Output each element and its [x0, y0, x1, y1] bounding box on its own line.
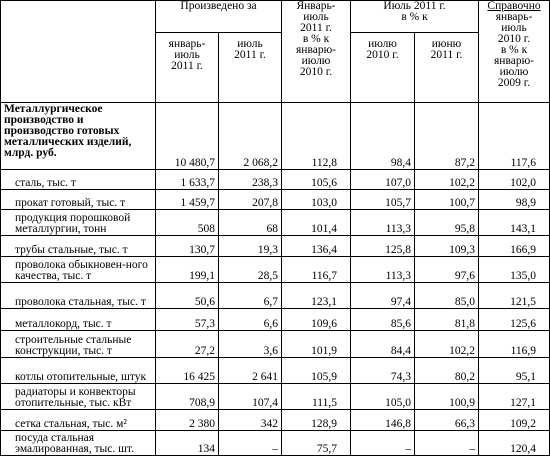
cell-value: 111,5	[282, 384, 351, 410]
header-pct-jan-jul	[282, 1, 351, 103]
header-reference-sub: январь- июль 2010 г. в % к январю- июлю 2009 г.	[494, 11, 535, 89]
cell-value: 238,3	[219, 170, 282, 190]
cell-value: 125,6	[479, 309, 550, 331]
header-jul-2011-text: июль 2011 г.	[234, 38, 266, 61]
cell-value: 107,0	[351, 170, 415, 190]
header-jul-2011	[219, 33, 282, 103]
cell-value: 121,5	[479, 283, 550, 309]
header-reference	[479, 1, 550, 103]
cell-value: 50,6	[156, 283, 219, 309]
header-jan-jul-2011	[156, 33, 219, 103]
cell-value: 16 425	[156, 358, 219, 384]
row-label: прокат готовый, тыс. т	[1, 190, 156, 210]
header-pct-jan-jul-text: Январь- июль 2011 г. в % к январю- июлю 2010 г.	[296, 0, 337, 78]
table-row	[1, 190, 550, 210]
header-jul-2010-text: июлю 2010 г.	[366, 38, 399, 61]
cell-value: 123,1	[282, 283, 351, 309]
cell-value: 105,0	[351, 384, 415, 410]
table-row	[1, 358, 550, 384]
cell-value: 75,7	[282, 431, 351, 456]
cell-value: 120,4	[479, 431, 550, 456]
cell-value: 127,1	[479, 384, 550, 410]
cell-value: 95,8	[415, 210, 479, 236]
row-label: трубы стальные, тыс. т	[1, 236, 156, 257]
row-label: проволока обыкновен-ного качества, тыс. т	[1, 257, 156, 283]
cell-value: 708,9	[156, 384, 219, 410]
cell-value: 102,2	[415, 331, 479, 358]
cell-value: 84,4	[351, 331, 415, 358]
cell-value: 19,3	[219, 236, 282, 257]
cell-value: 116,9	[479, 331, 550, 358]
row-label: проволока стальная, тыс. т	[1, 283, 156, 309]
cell-value: 97,4	[351, 283, 415, 309]
section-value: 112,8	[282, 103, 351, 170]
section-title: Металлургическое производство и производство готовых металлических изделий, млрд. руб.	[1, 103, 156, 170]
cell-value: 74,3	[351, 358, 415, 384]
cell-value: –	[219, 431, 282, 456]
cell-value: 28,5	[219, 257, 282, 283]
cell-value: 130,7	[156, 236, 219, 257]
table-row	[1, 283, 550, 309]
table-row	[1, 331, 550, 358]
cell-value: 101,9	[282, 331, 351, 358]
section-value: 2 068,2	[219, 103, 282, 170]
table-row	[1, 309, 550, 331]
row-label: сталь, тыс. т	[1, 170, 156, 190]
cell-value: 116,7	[282, 257, 351, 283]
table-corner-cell	[1, 1, 156, 103]
table-row	[1, 236, 550, 257]
cell-value: 100,7	[415, 190, 479, 210]
section-value: 10 480,7	[156, 103, 219, 170]
cell-value: 105,7	[351, 190, 415, 210]
row-label: металлокорд, тыс. т	[1, 309, 156, 331]
section-value: 117,6	[479, 103, 550, 170]
cell-value: 1 459,7	[156, 190, 219, 210]
cell-value: 135,0	[479, 257, 550, 283]
section-value: 87,2	[415, 103, 479, 170]
cell-value: 57,3	[156, 309, 219, 331]
cell-value: 81,8	[415, 309, 479, 331]
cell-value: 85,6	[351, 309, 415, 331]
header-jul-pct	[351, 1, 479, 33]
cell-value: 113,3	[351, 257, 415, 283]
cell-value: –	[415, 431, 479, 456]
cell-value: 6,7	[219, 283, 282, 309]
row-label: посуда стальная эмалированная, тыс. шт.	[1, 431, 156, 456]
cell-value: 101,4	[282, 210, 351, 236]
cell-value: 1 633,7	[156, 170, 219, 190]
cell-value: 95,1	[479, 358, 550, 384]
cell-value: 102,2	[415, 170, 479, 190]
row-label: котлы отопительные, штук	[1, 358, 156, 384]
cell-value: 85,0	[415, 283, 479, 309]
cell-value: 109,3	[415, 236, 479, 257]
cell-value: 102,0	[479, 170, 550, 190]
header-jun-2011-text: июню 2011 г.	[430, 38, 463, 61]
cell-value: 109,6	[282, 309, 351, 331]
cell-value: 97,6	[415, 257, 479, 283]
cell-value: 107,4	[219, 384, 282, 410]
header-produced: Произведено за	[156, 1, 282, 33]
cell-value: 143,1	[479, 210, 550, 236]
cell-value: 207,8	[219, 190, 282, 210]
cell-value: 166,9	[479, 236, 550, 257]
cell-value: –	[351, 431, 415, 456]
cell-value: 27,2	[156, 331, 219, 358]
row-label: продукция порошковой металлургии, тонн	[1, 210, 156, 236]
cell-value: 2 380	[156, 410, 219, 431]
cell-value: 128,9	[282, 410, 351, 431]
table-row	[1, 384, 550, 410]
header-jul-2010	[351, 33, 415, 103]
table-row	[1, 257, 550, 283]
cell-value: 508	[156, 210, 219, 236]
cell-value: 199,1	[156, 257, 219, 283]
cell-value: 6,6	[219, 309, 282, 331]
cell-value: 125,8	[351, 236, 415, 257]
row-label: строительные стальные конструкции, тыс. т	[1, 331, 156, 358]
cell-value: 100,9	[415, 384, 479, 410]
cell-value: 2 641	[219, 358, 282, 384]
header-jan-jul-2011-text: январь- июль 2011 г.	[168, 38, 206, 72]
cell-value: 105,9	[282, 358, 351, 384]
cell-value: 68	[219, 210, 282, 236]
row-label: радиаторы и конвекторы отопительные, тыс. кВт	[1, 384, 156, 410]
cell-value: 342	[219, 410, 282, 431]
table-row	[1, 431, 550, 456]
table-row	[1, 410, 550, 431]
cell-value: 3,6	[219, 331, 282, 358]
cell-value: 113,3	[351, 210, 415, 236]
cell-value: 103,0	[282, 190, 351, 210]
row-label: сетка стальная, тыс. м²	[1, 410, 156, 431]
header-jun-2011	[415, 33, 479, 103]
section-value: 98,4	[351, 103, 415, 170]
cell-value: 80,2	[415, 358, 479, 384]
section-row	[1, 103, 550, 170]
cell-value: 136,4	[282, 236, 351, 257]
header-reference-title: Справочно	[487, 0, 541, 12]
table-row	[1, 170, 550, 190]
cell-value: 105,6	[282, 170, 351, 190]
cell-value: 98,9	[479, 190, 550, 210]
table-row	[1, 210, 550, 236]
cell-value: 146,8	[351, 410, 415, 431]
header-jul-pct-text: Июль 2011 г. в % к	[383, 0, 446, 23]
cell-value: 66,3	[415, 410, 479, 431]
cell-value: 134	[156, 431, 219, 456]
cell-value: 109,2	[479, 410, 550, 431]
